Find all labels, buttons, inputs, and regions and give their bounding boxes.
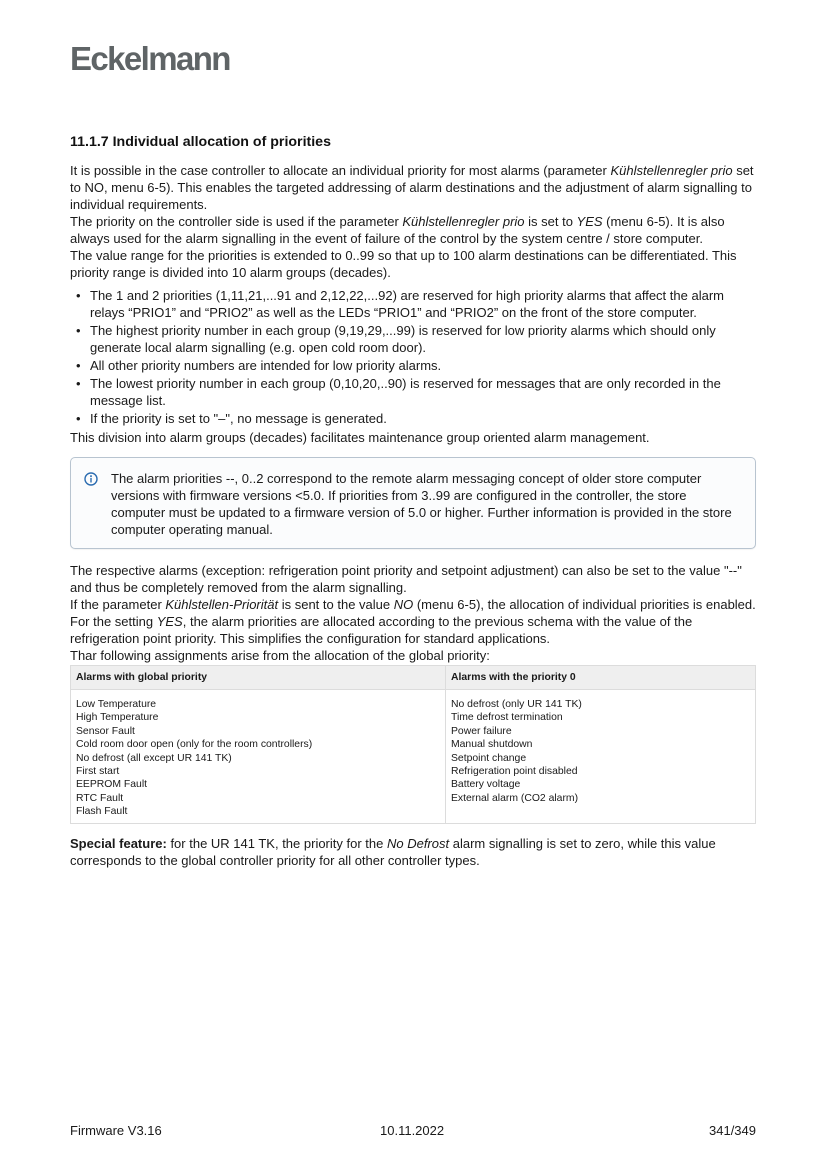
alarm-item: Manual shutdown: [451, 739, 533, 751]
alarm-item: Battery voltage: [451, 779, 521, 791]
alarm-item: RTC Fault: [76, 792, 124, 804]
alarm-item: Time defrost termination: [451, 712, 563, 724]
alarm-item: External alarm (CO2 alarm): [451, 792, 579, 804]
bullet-icon: •: [76, 376, 81, 391]
alarm-item: Refrigeration point disabled: [451, 766, 578, 778]
alarm-item: Sensor Fault: [76, 725, 135, 737]
section-title: 11.1.7 Individual allocation of priorities: [70, 134, 331, 150]
intro-paragraph-1: It is possible in the case controller to allocate an individual priority for most alarms (parameter Kühlstellenregler prio set to NO, menu 6-5). This enables the targeted addressing of alarm destinations and the adjustment of alarm signalling to individual requirements.: [70, 163, 754, 212]
paragraph-exception: The respective alarms (exception: refrigeration point priority and setpoint adjustment) can also be set to the value "--" and thus be completely removed from the alarm signalling.: [70, 563, 742, 595]
table-header-row: [71, 666, 756, 690]
alarm-item: EEPROM Fault: [76, 779, 148, 791]
alarm-item: No defrost (only UR 141 TK): [451, 699, 582, 710]
intro-paragraph-2: The priority on the controller side is used if the parameter Kühlstellenregler prio is set to YES (menu 6-5). It is also always used for the alarm signalling in the event of failure of the control by the system centre / store computer.: [70, 214, 725, 246]
alarm-priority-table: [70, 665, 756, 824]
list-item: • If the priority is set to "–", no message is generated.: [76, 411, 387, 426]
alarm-item: First start: [76, 766, 120, 778]
bullet-icon: •: [76, 288, 81, 303]
list-item: • The lowest priority number in each group (0,10,20,..90) is reserved for messages that are only recorded in the message list.: [76, 376, 721, 408]
info-note-text: The alarm priorities --, 0..2 correspond to the remote alarm messaging concept of older store computer versions with firmware versions <5.0. If priorities from 3..99 are configured in the controller, the store computer must be updated to a firmware version of 5.0 or higher. Further information is provided in the store computer operating manual.: [111, 471, 732, 537]
paragraph-parameter: If the parameter Kühlstellen-Priorität is sent to the value NO (menu 6-5), the allocation of individual priorities is enabled. For the setting YES, the alarm priorities are allocated according to the previous schema with the value of the refrigeration point priority. This simplifies the configuration for standard applications.: [70, 597, 756, 646]
intro-paragraph-3: The value range for the priorities is extended to 0..99 so that up to 100 alarm destinations can be differentiated. This priority range is divided into 10 alarm groups (decades).: [70, 248, 737, 280]
priority-zero-cell: [446, 690, 756, 824]
alarm-item: No defrost (all except UR 141 TK): [76, 752, 232, 764]
bullet-icon: •: [76, 323, 81, 338]
alarm-item: Low Temperature: [76, 699, 157, 710]
list-item: • The 1 and 2 priorities (1,11,21,...91 and 2,12,22,...92) are reserved for high priority alarms that affect the alarm relays “PRIO1” and “PRIO2” as well as the LEDs “PRIO1” and “PRIO2” on the front of the store computer.: [76, 288, 724, 320]
info-note-box: [70, 457, 756, 549]
list-item: • All other priority numbers are intended for low priority alarms.: [76, 358, 442, 373]
special-feature-paragraph: Special feature: for the UR 141 TK, the priority for the No Defrost alarm signalling is set to zero, while this value corresponds to the global controller priority for all other controller types.: [70, 835, 716, 868]
alarm-item: Cold room door open (only for the room controllers): [76, 739, 313, 751]
alarm-item: High Temperature: [76, 712, 159, 724]
after-bullets-paragraph: This division into alarm groups (decades) facilitates maintenance group oriented alarm management.: [70, 430, 650, 445]
global-priority-cell: [71, 690, 446, 824]
paragraph-assignments: Thar following assignments arise from the allocation of the global priority:: [70, 648, 490, 663]
document-date: 10.11.2022: [380, 1123, 445, 1138]
table-row: [71, 690, 756, 824]
alarm-item: Setpoint change: [451, 752, 527, 764]
column-header-global: Alarms with global priority: [71, 666, 446, 690]
alarm-item: Flash Fault: [76, 806, 128, 818]
bullet-icon: •: [76, 411, 81, 426]
info-icon: [84, 472, 98, 486]
eckelmann-logo: Eckelmann: [70, 40, 230, 77]
priority-rules-list: [70, 287, 756, 427]
page-content: [70, 134, 756, 869]
column-header-priority-zero: Alarms with the priority 0: [446, 666, 756, 690]
bullet-icon: •: [76, 358, 81, 373]
firmware-version: Firmware V3.16: [70, 1123, 162, 1138]
list-item: • The highest priority number in each group (9,19,29,...99) is reserved for low priority alarms which should only generate local alarm signalling (e.g. open cold room door).: [76, 323, 716, 355]
alarm-item: Power failure: [451, 725, 512, 737]
page-number: 341/349: [709, 1123, 756, 1138]
